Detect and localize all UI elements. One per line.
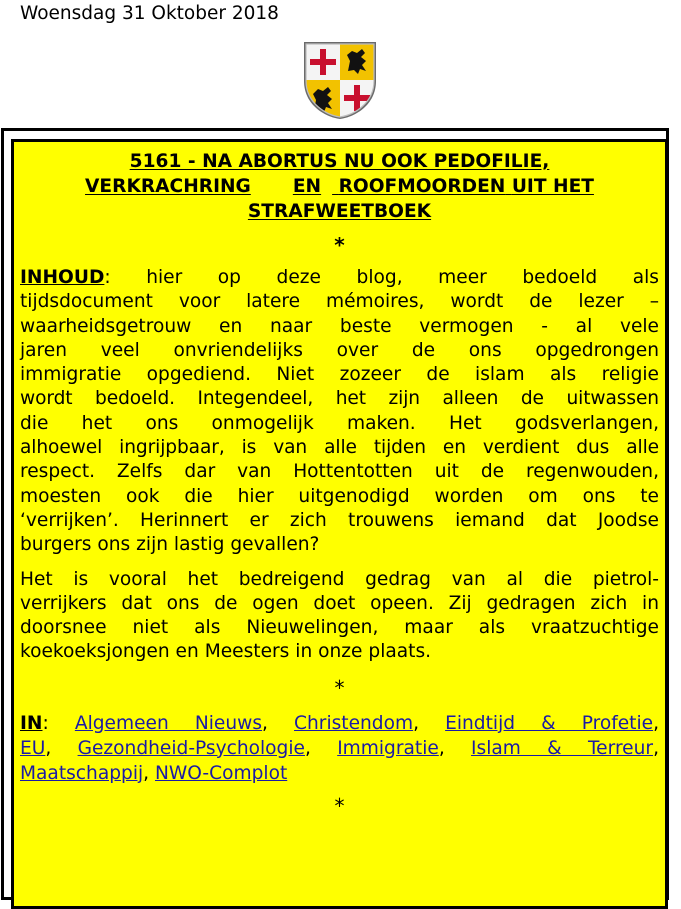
category-link-algemeen-nieuws[interactable]: Algemeen Nieuws xyxy=(74,712,263,734)
category-link-islam-terreur[interactable]: Islam & Terreur xyxy=(471,737,654,759)
post-title[interactable]: 5161 - NA ABORTUS NU OOK PEDOFILIE, VERKRACHRING EN ROOFMOORDEN UIT HET STRAFWEETBOEK xyxy=(85,151,594,222)
category-link-christendom[interactable]: Christendom xyxy=(294,712,414,734)
inhoud-paragraph: INHOUD: hier op deze blog, meer bedoeld als tijdsdocument voor latere mémoires, wordt de lezer – waarheidsgetrouw en naar beste vermogen - al vele jaren veel onvriendelijks over de ons opgedrongen immigratie opgediend. Niet zozeer de islam als religie wordt bedoeld. Integendeel, het zijn alleen de uitwassen die het ons onmogelijk maken. Het godsverlangen, alhoewel ingrijpbaar, is van alle tijden en verdient dus alle respect. Zelfs dar van Hottentotten uit de regenwouden, moesten ook die hier uitgenodigd worden om ons te ‘verrijken’. Herinnert er zich trouwens iemand dat Joodse burgers ons zijn lastig gevallen? xyxy=(20,267,659,556)
inhoud-label: INHOUD xyxy=(20,267,105,288)
separator-star-2: * xyxy=(334,675,345,700)
post-date: Woensdag 31 Oktober 2018 xyxy=(20,3,279,24)
separator-star-3: * xyxy=(334,793,345,818)
category-link-immigratie[interactable]: Immigratie xyxy=(337,737,439,759)
in-label: IN xyxy=(20,712,43,734)
category-link-maatschappij[interactable]: Maatschappij xyxy=(20,762,144,784)
category-link-eu[interactable]: EU xyxy=(20,737,46,759)
coat-of-arms-logo xyxy=(302,41,378,119)
second-paragraph: Het is vooral het bedreigend gedrag van al die pietrol- verrijkers dat ons de ogen doet opeen. Zij gedragen zich in doorsnee niet als Nieuwelingen, maar als vraatzuchtige koekoeksjongen en Meesters in onze plaats. xyxy=(20,568,659,663)
category-link-gezondheid-psychologie[interactable]: Gezondheid-Psychologie xyxy=(77,737,305,759)
post-content-box xyxy=(11,139,668,909)
category-link-nwo-complot[interactable]: NWO-Complot xyxy=(154,762,288,784)
separator-star: * xyxy=(334,233,345,257)
category-list: IN: Algemeen Nieuws, Christendom, Eindtijd & Profetie, EU, Gezondheid-Psychologie, Immigratie, Islam & Terreur, Maatschappij, NWO-Complot xyxy=(20,712,659,784)
category-link-eindtijd-profetie[interactable]: Eindtijd & Profetie xyxy=(445,712,654,734)
